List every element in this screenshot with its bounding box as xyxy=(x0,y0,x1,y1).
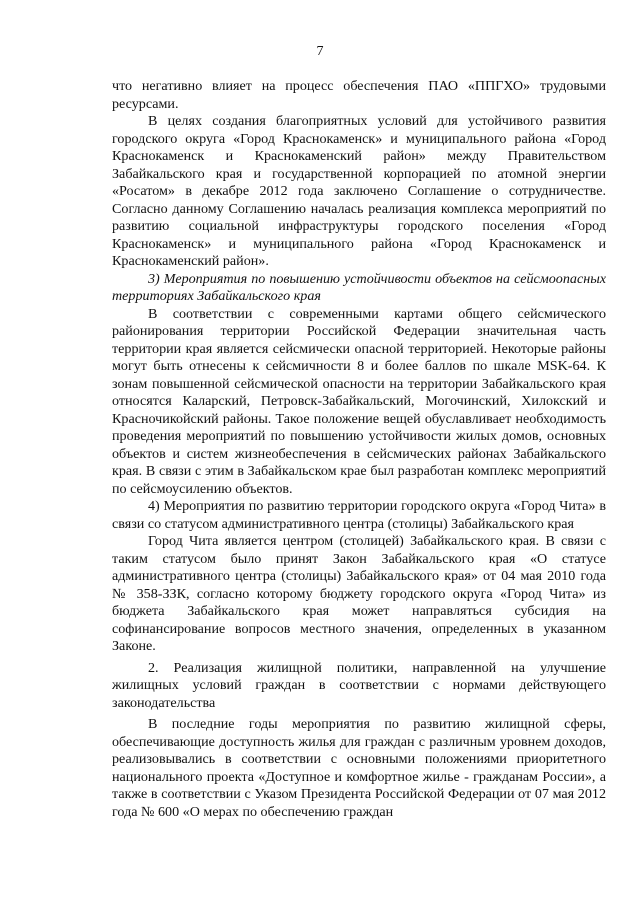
section-heading-housing-policy: 2. Реализация жилищной политики, направленной на улучшение жилищных условий граждан в соответствии с нормами действующего законодательства xyxy=(112,659,606,711)
paragraph-chita-status: Город Чита является центром (столицей) Забайкальского края. В связи с таким статусом было принят Закон Забайкальского края «О статусе административного центра (столицы) Забайкальского края» от 04 мая 2010 года № 358-ЗЗК, согласно которому бюджету городского округа «Город Чита» из бюджета Забайкальского края может направляться субсидия на софинансирование вопросов местного значения, определенных в указанном Законе. xyxy=(112,533,606,654)
paragraph-housing-development: В последние годы мероприятия по развитию жилищной сферы, обеспечивающие доступность жилья для граждан с различным уровнем доходов, реализовывались в соответствии с основными положениями приоритетного национального проекта «Доступное и комфортное жилье - гражданам России», а также в соответствии с Указом Президента Российской Федерации от 07 мая 2012 года № 600 «О мерах по обеспечению граждан xyxy=(112,716,606,820)
paragraph-continuation: что негативно влияет на процесс обеспечения ПАО «ППГХО» трудовыми ресурсами. xyxy=(112,78,606,112)
section-heading-seismic: 3) Мероприятия по повышению устойчивости объектов на сейсмоопасных территориях Забайкальского края xyxy=(112,270,606,304)
section-heading-chita: 4) Мероприятия по развитию территории городского округа «Город Чита» в связи со статусом административного центра (столицы) Забайкальского края xyxy=(112,498,606,532)
document-body xyxy=(112,78,606,821)
paragraph-seismic-zones: В соответствии с современными картами общего сейсмического районирования территории Российской Федерации значительная часть территории края является сейсмически опасной территорией. Некоторые районы могут быть отнесены к сейсмичности 8 и более баллов по шкале MSK-64. К зонам повышенной сейсмической опасности на территории Забайкальского края относятся Каларский, Петровск-Забайкальский, Могочинский, Хилокский и Красночикойский районы. Такое положение вещей обуславливает необходимость проведения мероприятий по повышению устойчивости жилых домов, основных объектов и систем жизнеобеспечения в сейсмических районах Забайкальского края. В связи с этим в Забайкальском крае был разработан комплекс мероприятий по сейсмоусилению объектов. xyxy=(112,305,606,497)
paragraph-krasnokamensk-agreement: В целях создания благоприятных условий для устойчивого развития городского округа «Город Краснокаменск» и муниципального района «Город Краснокаменск и Краснокаменский район» между Правительством Забайкальского края и государственной корпорацией по атомной энергии «Росатом» в декабре 2012 года заключено Соглашение о сотрудничестве. Согласно данному Соглашению началась реализация комплекса мероприятий по развитию социальной инфраструктуры городского поселения «Город Краснокаменск» и муниципального района «Город Краснокаменск и Краснокаменский район». xyxy=(112,113,606,269)
page-number: 7 xyxy=(316,44,324,59)
